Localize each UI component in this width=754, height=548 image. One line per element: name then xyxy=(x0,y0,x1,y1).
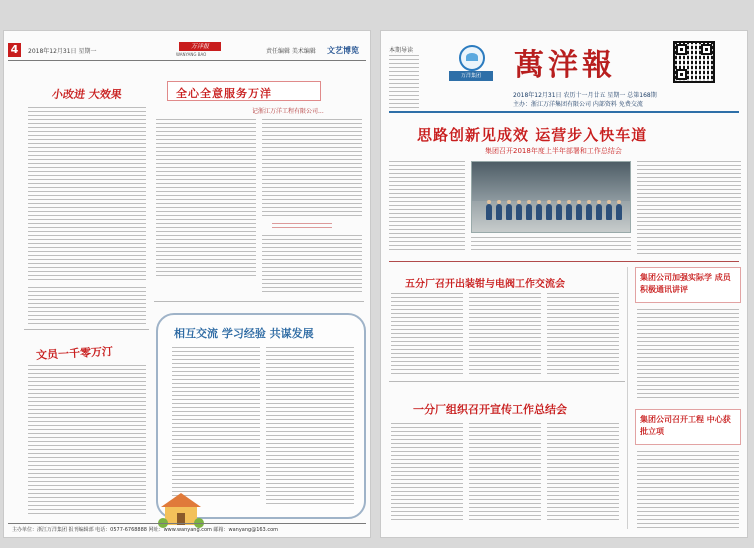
col3-body xyxy=(262,119,362,219)
banner-box xyxy=(167,81,321,101)
photo-caption xyxy=(471,237,631,253)
section-rule xyxy=(389,261,739,262)
mid-rule xyxy=(154,301,364,302)
col3-body-2 xyxy=(262,235,362,295)
exchange-box-col1 xyxy=(172,347,260,497)
sidebar1-headline: 集团公司加强实际学 成员积极通讯讲评 xyxy=(640,273,731,294)
index-header: 本期导读 xyxy=(389,47,414,54)
qr-code-icon xyxy=(673,41,715,83)
story3-col2 xyxy=(469,423,541,523)
col3-subhead xyxy=(272,223,332,231)
col1b-body xyxy=(28,365,146,515)
issue-line: 2018年12月31日 农历十一月廿五 星期一 总第168期 xyxy=(513,92,657,99)
lead-col1 xyxy=(389,161,465,253)
main-subhead: 集团召开2018年度上半年部署和工作总结会 xyxy=(485,147,622,155)
sidebar2-box xyxy=(635,409,741,445)
right-page xyxy=(380,30,748,538)
story3-col3 xyxy=(547,423,619,523)
paper-logo-sub: WANYANG BAO xyxy=(176,52,207,57)
header-rule xyxy=(8,60,366,61)
sidebar2-headline: 集团公司召开工程 中心获批立项 xyxy=(640,415,731,436)
header-editors: 责任编辑 美术编辑 xyxy=(266,48,316,55)
group-photo xyxy=(471,161,631,233)
story3-col1 xyxy=(391,423,463,523)
main-headline: 思路创新见成效 运营步入快车道 xyxy=(417,126,648,144)
story3-headline: 一分厂组织召开宣传工作总结会 xyxy=(413,403,567,416)
banner-subtitle: 记浙江万洋工程有限公司... xyxy=(252,108,324,115)
col1-body xyxy=(28,107,146,283)
sidebar1-box xyxy=(635,267,741,303)
footer-text: 主办单位：浙江万洋集团 报刊编辑部 电话：0577-6768888 网址：www.wanyang.com 邮箱：wanyang@163.com xyxy=(12,527,279,533)
story2-col3 xyxy=(547,293,619,377)
exchange-box-title: 相互交流 学习经验 共谋发展 xyxy=(174,327,314,340)
masthead-band: 万洋集团 xyxy=(449,71,493,81)
story2-col2 xyxy=(469,293,541,377)
column-divider xyxy=(627,267,628,529)
col2-body xyxy=(156,119,256,279)
story3-rule xyxy=(389,381,625,382)
story2-col1 xyxy=(391,293,463,377)
section-title: 文艺博览 xyxy=(327,46,359,55)
col1b-title: 文员一千零万汀 xyxy=(35,344,114,363)
lead-col3 xyxy=(637,161,741,257)
index-list xyxy=(389,55,419,111)
banner-title: 全心全意服务万洋 xyxy=(176,87,272,100)
sidebar2-body xyxy=(637,451,739,529)
left-page xyxy=(3,30,371,538)
sidebar1-body xyxy=(637,309,739,401)
header-date: 2018年12月31日 星期一 xyxy=(28,48,97,55)
page-number: 4 xyxy=(8,43,21,57)
exchange-box-col2 xyxy=(266,347,354,507)
company-logo-icon xyxy=(459,45,485,71)
publisher-line: 主办：浙江万洋集团有限公司 内部资料 免费交流 xyxy=(513,101,643,108)
col1-rule xyxy=(24,329,149,330)
masthead-title: 萬洋報 xyxy=(514,48,616,83)
footer-rule xyxy=(8,523,366,524)
paper-logo: 万洋报 xyxy=(179,42,221,51)
masthead-rule xyxy=(389,111,739,113)
col1-title: 小改进 大效果 xyxy=(51,88,123,101)
story2-headline: 五分厂召开出装钳与电阀工作交流会 xyxy=(405,279,565,290)
col1-body-end xyxy=(28,287,146,325)
